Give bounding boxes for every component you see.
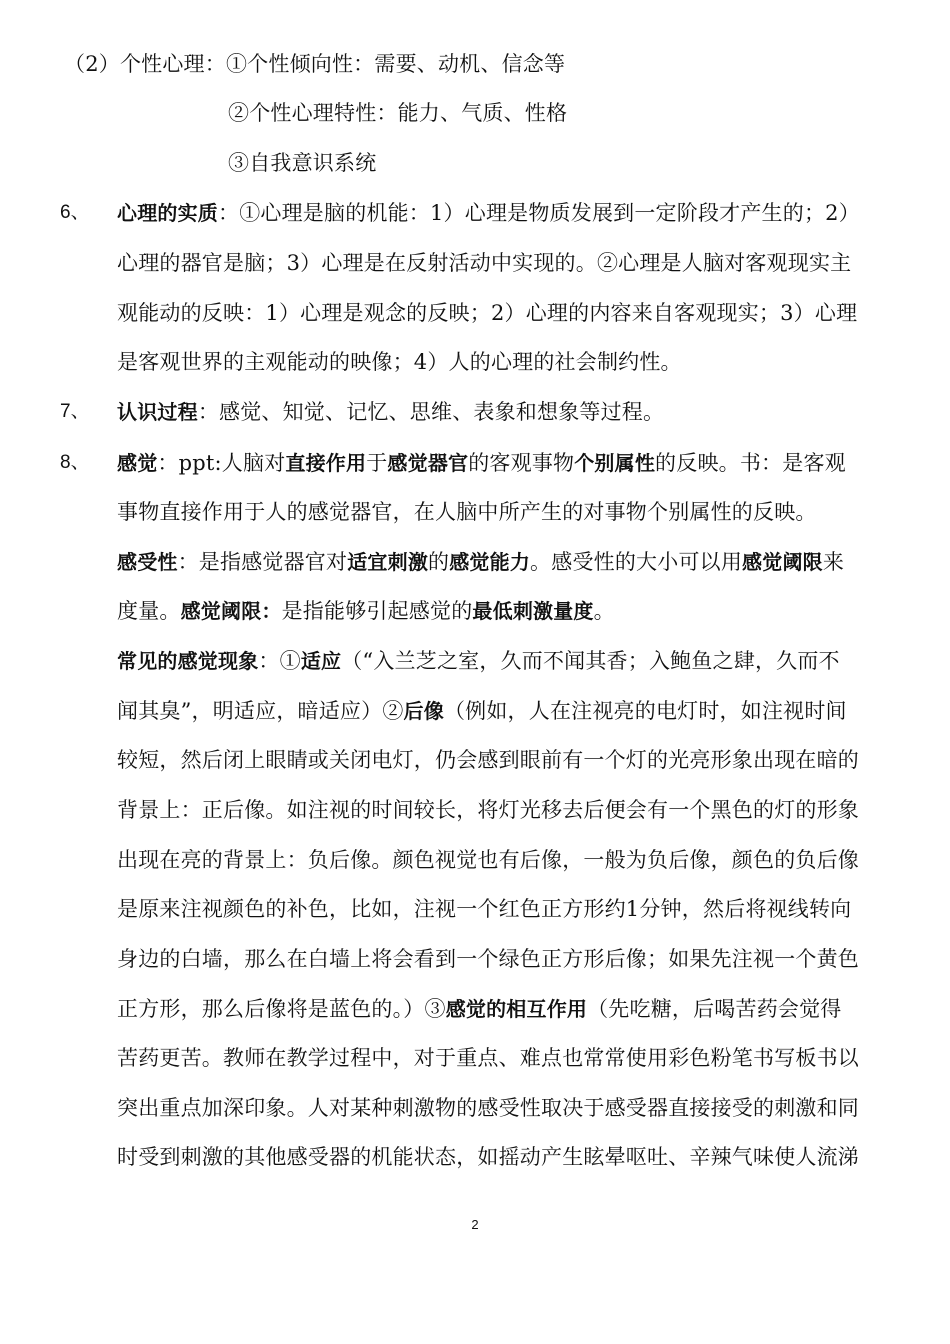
phenomena-text-a2: （“入兰芝之室，久而不闻其香；入鲍鱼之肆，久而不	[341, 649, 840, 673]
phenomena-line-2	[117, 697, 847, 725]
personality-prefix: （2）个性心理：	[64, 52, 226, 76]
phenomena-line-6: 是原来注视颜色的补色，比如，注视一个红色正方形约1分钟，然后将视线转向	[117, 897, 852, 921]
sensitivity-text-a3: 。感受性的大小可以用	[530, 550, 743, 574]
personality-traits: ②个性心理特性：能力、气质、性格	[228, 101, 568, 125]
item-8-text-a4: 的反映。书：是客观	[655, 451, 846, 475]
phenomena-text-b1: 闻其臭”，明适应，暗适应）②	[117, 699, 404, 723]
phenomena-title: 常见的感觉现象	[117, 649, 259, 673]
phenomena-line-7: 身边的白墙，那么在白墙上将会看到一个绿色正方形后像；如果先注视一个黄色	[117, 947, 859, 971]
personality-tendency: ①个性倾向性：需要、动机、信念等	[225, 52, 566, 76]
item-8-title: 感觉	[117, 451, 158, 475]
phenomena-line-10: 突出重点加深印象。人对某种刺激物的感受性取决于感受器直接接受的刺激和同	[117, 1096, 859, 1120]
phenomena-text-b2: （例如，人在注视亮的电灯时，如注视时间	[443, 699, 847, 723]
item-8-line-2: 事物直接作用于人的感觉器官，在人脑中所产生的对事物个别属性的反映。	[117, 500, 817, 524]
threshold-text: 是指能够引起感觉的	[281, 599, 473, 623]
self-awareness: ③自我意识系统	[228, 151, 377, 175]
phenomena-line-3: 较短，然后闭上眼睛或关闭电灯，仍会感到眼前有一个灯的光亮形象出现在暗的	[117, 748, 859, 772]
threshold-title: 感觉阈限：	[180, 599, 282, 623]
sensitivity-text-a1: ：是指感觉器官对	[177, 550, 348, 574]
threshold-bold: 最低刺激量度	[472, 599, 594, 623]
phenomena-text-h1: 正方形，那么后像将是蓝色的。）③	[117, 997, 446, 1021]
item-6-line-2: 心理的器官是脑；3）心理是在反射活动中实现的。②心理是人脑对客观现实主	[117, 251, 852, 275]
phenomena-line-8	[117, 995, 842, 1023]
item-8-text-a3: 的客观事物	[468, 451, 575, 475]
item-6-line-1	[117, 199, 860, 227]
phenomena-line-1	[117, 647, 840, 675]
sensitivity-title: 感受性	[117, 550, 178, 574]
item-6-text-1: ：①心理是脑的机能：1）心理是物质发展到一定阶段才产生的；2）	[218, 201, 860, 225]
item-7-number: 7、	[60, 401, 90, 422]
item-7-text: ：感觉、知觉、记忆、思维、表象和想象等过程。	[197, 400, 665, 424]
afterimage-term: 后像	[403, 699, 444, 723]
personality-line-2	[228, 99, 567, 127]
item-8-text-a2: 于	[366, 451, 388, 475]
item-8-bold-3: 个别属性	[574, 451, 656, 475]
item-8-bold-2: 感觉器官	[387, 451, 469, 475]
sensitivity-bold-2: 感觉能力	[449, 550, 531, 574]
item-6-number: 6、	[60, 202, 90, 223]
phenomena-line-4: 背景上：正后像。如注视的时间较长，将灯光移去后便会有一个黑色的灯的形象	[117, 798, 859, 822]
item-8-bold-1: 直接作用	[285, 451, 367, 475]
phenomena-line-11: 时受到刺激的其他感受器的机能状态，如摇动产生眩晕呕吐、辛辣气味使人流涕	[117, 1145, 859, 1169]
interaction-term: 感觉的相互作用	[445, 997, 588, 1021]
page-number: 2	[471, 1217, 479, 1232]
item-8-text-a1: ：ppt:人脑对	[157, 451, 286, 475]
personality-line-3	[228, 149, 376, 177]
item-6-line-4: 是客观世界的主观能动的映像；4）人的心理的社会制约性。	[117, 350, 682, 374]
phenomena-text-h2: （先吃糖，后喝苦药会觉得	[587, 997, 842, 1021]
sensitivity-text-a4: 来	[822, 550, 845, 574]
phenomena-line-9: 苦药更苦。教师在教学过程中，对于重点、难点也常常使用彩色粉笔书写板书以	[117, 1046, 859, 1070]
sensitivity-bold-3: 感觉阈限	[742, 550, 823, 574]
item-7-line	[117, 398, 664, 426]
item-6-title: 心理的实质	[117, 201, 218, 225]
item-6-line-3: 观能动的反映：1）心理是观念的反映；2）心理的内容来自客观现实；3）心理	[117, 301, 858, 325]
phenomena-line-5: 出现在亮的背景上：负后像。颜色视觉也有后像，一般为负后像，颜色的负后像	[117, 848, 859, 872]
personality-line-1	[64, 50, 565, 78]
sensitivity-text-a2: 的	[428, 550, 450, 574]
adaptation-term: 适应	[300, 649, 342, 673]
item-7-title: 认识过程	[117, 400, 198, 424]
sensitivity-line-2	[117, 597, 615, 625]
item-8-number: 8、	[60, 452, 90, 473]
threshold-end: 。	[593, 599, 615, 623]
sensitivity-bold-1: 适宜刺激	[347, 550, 429, 574]
item-8-line-1	[117, 449, 846, 477]
sensitivity-text-b1: 度量。	[117, 599, 181, 623]
phenomena-text-a1: ：①	[258, 649, 301, 673]
sensitivity-line-1	[117, 548, 844, 576]
